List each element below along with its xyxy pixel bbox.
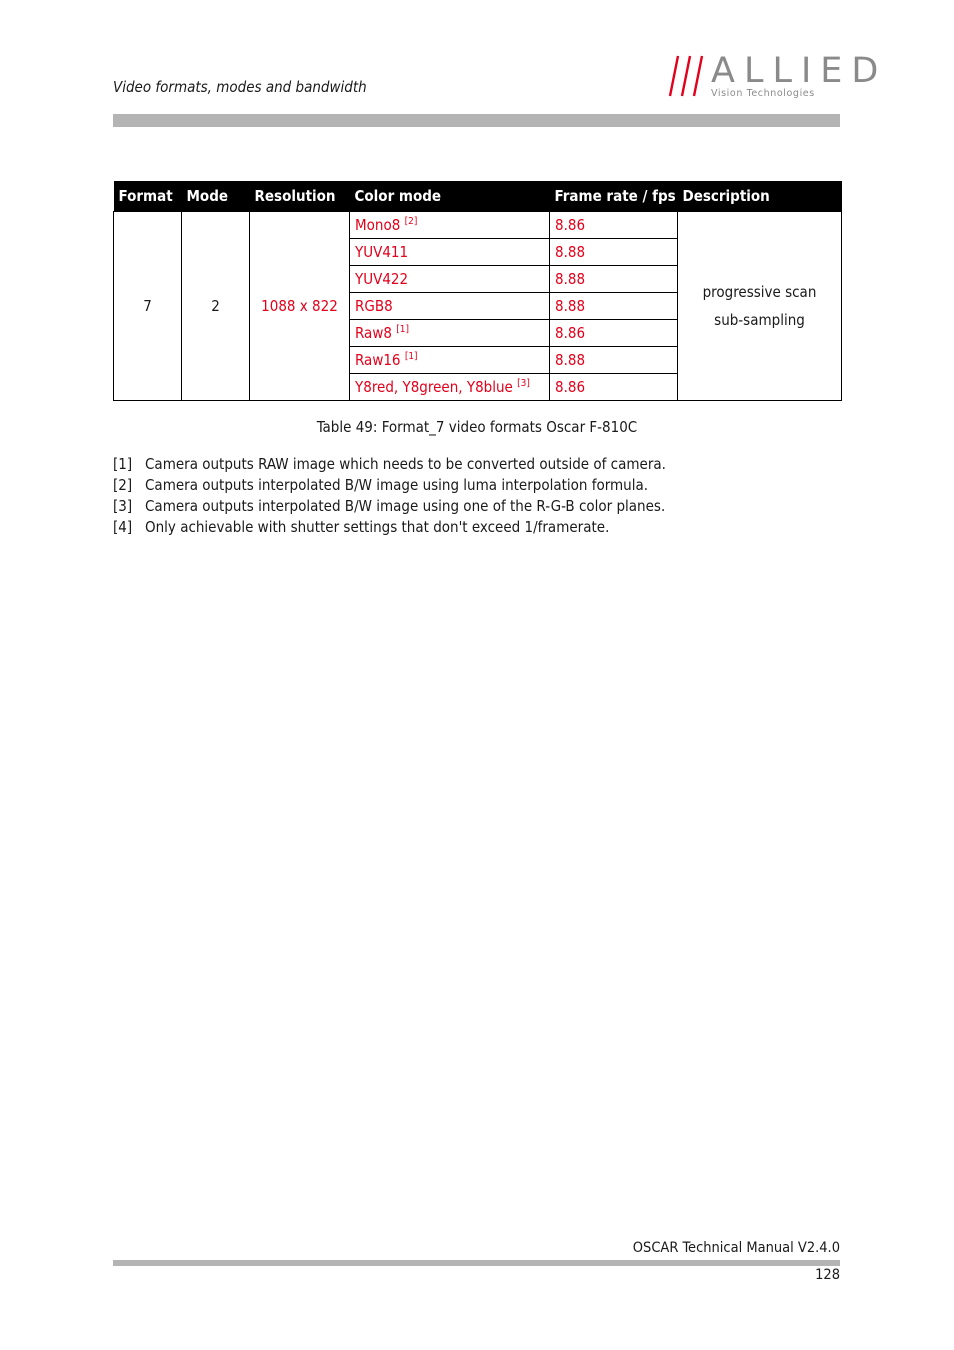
footer-manual-title: OSCAR Technical Manual V2.4.0	[632, 1240, 840, 1256]
footnote-item: [3] Camera outputs interpolated B/W image using one of the R-G-B color planes.	[113, 497, 666, 515]
header-frame-rate: Frame rate / fps	[550, 181, 678, 212]
frame-rate-link[interactable]: 8.86	[550, 320, 678, 347]
header-resolution: Resolution	[250, 181, 350, 212]
header-mode: Mode	[182, 181, 250, 212]
color-mode-link[interactable]: YUV422	[350, 266, 550, 293]
footnote-ref: [2]	[404, 216, 418, 227]
color-mode-link[interactable]: Y8red, Y8green, Y8blue [3]	[350, 374, 550, 401]
color-mode-link[interactable]: Raw16 [1]	[350, 347, 550, 374]
table-caption: Table 49: Format_7 video formats Oscar F-810C	[316, 418, 638, 436]
frame-rate-link[interactable]: 8.88	[550, 347, 678, 374]
header-format: Format	[114, 181, 182, 212]
frame-rate-link[interactable]: 8.86	[550, 374, 678, 401]
logo-tagline: Vision Technologies	[711, 88, 815, 99]
logo-slashes-icon	[668, 52, 710, 100]
resolution-link[interactable]: 1088 x 822	[250, 212, 350, 401]
allied-logo	[668, 51, 888, 102]
footnote-ref: [3]	[517, 378, 530, 389]
footnote-item: [1] Camera outputs RAW image which needs to be converted outside of camera.	[113, 455, 666, 473]
color-mode-link[interactable]: YUV411	[350, 239, 550, 266]
format-cell: 7	[114, 212, 182, 401]
frame-rate-link[interactable]: 8.88	[550, 239, 678, 266]
header-description: Description	[678, 181, 842, 212]
color-mode-link[interactable]: RGB8	[350, 293, 550, 320]
running-title: Video formats, modes and bandwidth	[113, 78, 367, 96]
header-rule	[113, 114, 840, 127]
footnotes	[113, 455, 666, 539]
color-mode-link[interactable]: Raw8 [1]	[350, 320, 550, 347]
footnote-ref: [1]	[396, 324, 409, 335]
table-row	[114, 212, 842, 239]
frame-rate-link[interactable]: 8.86	[550, 212, 678, 239]
footnote-ref: [1]	[404, 351, 418, 362]
footer-rule	[113, 1260, 840, 1266]
page-number: 128	[815, 1267, 840, 1283]
description-cell: progressive scan sub-sampling	[678, 212, 842, 401]
frame-rate-link[interactable]: 8.88	[550, 293, 678, 320]
logo-wordmark: ALLIED	[711, 51, 888, 91]
mode-cell: 2	[182, 212, 250, 401]
format-table	[113, 181, 842, 401]
footnote-item: [4] Only achievable with shutter settings that don't exceed 1/framerate.	[113, 518, 610, 536]
footnote-item: [2] Camera outputs interpolated B/W image using luma interpolation formula.	[113, 476, 649, 494]
color-mode-link[interactable]: Mono8 [2]	[350, 212, 550, 239]
table-header-row	[114, 181, 842, 212]
frame-rate-link[interactable]: 8.88	[550, 266, 678, 293]
header-color-mode: Color mode	[350, 181, 550, 212]
